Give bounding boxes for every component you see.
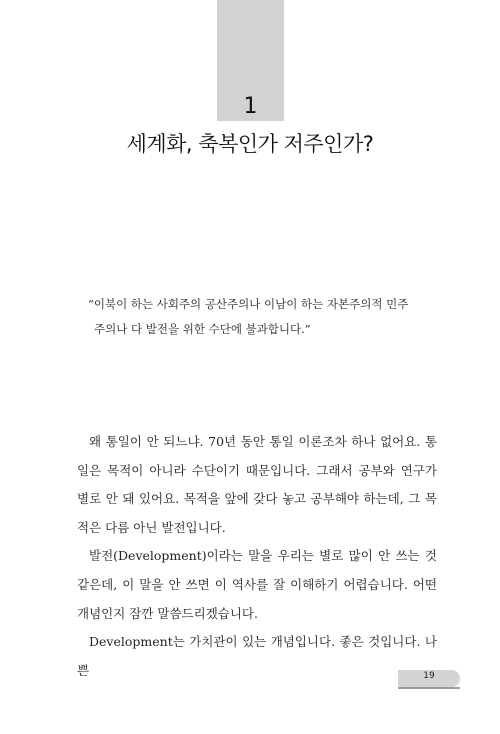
chapter-number-box xyxy=(217,0,284,121)
paragraph: 발전(Development)이라는 말을 우리는 별로 많이 안 쓰는 것 같은데, 이 말을 안 쓰면 이 역사를 잘 이해하기 어렵습니다. 어떤 개념인지 잠깐 말씀드리겠습니다. xyxy=(77,548,437,621)
paragraph: 왜 통일이 안 되느냐. 70년 동안 통일 이론조차 하나 없어요. 통일은 목적이 아니라 수단이기 때문입니다. 그래서 공부와 연구가 별로 안 돼 있어요. 목적을 앞에 갖다 놓고 공부해야 하는데, 그 목적은 다름 아닌 발전입니다. xyxy=(77,434,437,535)
chapter-title: 세계화, 축복인가 저주인가? xyxy=(126,132,374,156)
page-number: 19 xyxy=(423,671,435,681)
chapter-number: 1 xyxy=(243,94,258,119)
epigraph-quote xyxy=(88,292,448,342)
quote-line-1: “이북이 하는 사회주의 공산주의나 이남이 하는 자본주의적 민주 xyxy=(88,297,409,311)
page-number-tab xyxy=(398,670,460,687)
paragraph: Development는 가치관이 있는 개념입니다. 좋은 것입니다. 나쁜 xyxy=(77,634,437,678)
quote-line-2: 주의나 다 발전을 위한 수단에 불과합니다.” xyxy=(94,322,311,336)
footer-rule xyxy=(398,687,460,689)
body-text xyxy=(77,428,437,685)
